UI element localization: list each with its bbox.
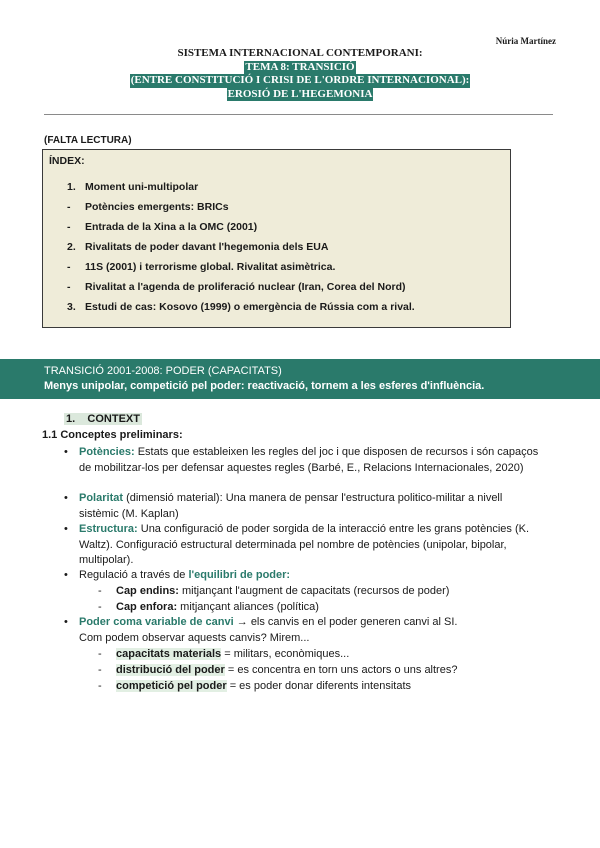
list-item: • Poder coma variable de canvi → els canvis en el poder generen canvi al SI. Com podem observar aquests canvis? Mirem... bbox=[64, 616, 458, 644]
index-item: - 11S (2001) i terrorisme global. Rivalitat asimètrica. bbox=[67, 261, 336, 273]
banner-title: TRANSICIÓ 2001-2008: PODER (CAPACITATS) bbox=[44, 365, 282, 377]
banner-subtitle: Menys unipolar, competició pel poder: reactivació, tornem a les esferes d'influència. bbox=[44, 379, 485, 392]
header-divider bbox=[44, 114, 553, 115]
list-item: • Polaritat (dimensió material): Una manera de pensar l'estructura politico-militar a nivell sistèmic (M. Kaplan) bbox=[64, 492, 503, 520]
sub-list-item: - competició pel poder = es poder donar diferents intensitats bbox=[98, 680, 412, 692]
section-heading: 1. CONTEXT bbox=[66, 413, 140, 425]
sub-list-item: - capacitats materials = militars, econòmiques... bbox=[98, 648, 350, 660]
index-item: - Entrada de la Xina a la OMC (2001) bbox=[67, 221, 258, 233]
sub-list-item: - Cap endins: mitjançant l'augment de capacitats (recursos de poder) bbox=[98, 585, 450, 597]
topic-theme: EROSIÓ DE L'HEGEMONIA bbox=[227, 87, 373, 100]
author-name: Núria Martínez bbox=[495, 36, 556, 46]
index-item: 1. Moment uni-multipolar bbox=[67, 181, 199, 193]
index-item: - Rivalitat a l'agenda de proliferació nuclear (Iran, Corea del Nord) bbox=[67, 281, 406, 293]
index-title: ÍNDEX: bbox=[49, 155, 85, 167]
sub-list-item: - distribució del poder = es concentra en torn uns actors o uns altres? bbox=[98, 664, 458, 676]
section-banner bbox=[0, 359, 600, 399]
index-list bbox=[49, 181, 504, 321]
index-item: - Potències emergents: BRICs bbox=[67, 201, 229, 213]
index-item: 2. Rivalitats de poder davant l'hegemonia dels EUA bbox=[67, 241, 329, 253]
sub-list-item: - Cap enfora: mitjançant aliances (política) bbox=[98, 601, 319, 613]
list-item: • Potències: Estats que estableixen les regles del joc i que disposen de recursos i són capaços de mobilitzar-los per defensar aquestes regles (Barbé, E., Relacions Internacionales, 2020) bbox=[64, 446, 539, 474]
list-item: • Regulació a través de l'equilibri de poder: bbox=[64, 569, 291, 581]
index-box bbox=[42, 149, 511, 328]
missing-reading-note: (FALTA LECTURA) bbox=[44, 135, 132, 146]
topic-title: TEMA 8: TRANSICIÓ bbox=[245, 60, 355, 73]
course-title: SISTEMA INTERNACIONAL CONTEMPORANI: bbox=[177, 47, 423, 59]
topic-subtitle: (ENTRE CONSTITUCIÓ I CRISI DE L'ORDRE INTERNACIONAL): bbox=[130, 74, 470, 86]
index-item: 3. Estudi de cas: Kosovo (1999) o emergència de Rússia com a rival. bbox=[67, 301, 415, 313]
document-heading bbox=[0, 47, 600, 101]
subsection-heading: 1.1 Conceptes preliminars: bbox=[42, 429, 183, 441]
list-item: • Estructura: Una configuració de poder sorgida de la interacció entre les grans potències (K. Waltz). Configuració estructural determinada pel nombre de potències (unipolar, bipolar, multipolar). bbox=[64, 523, 530, 566]
